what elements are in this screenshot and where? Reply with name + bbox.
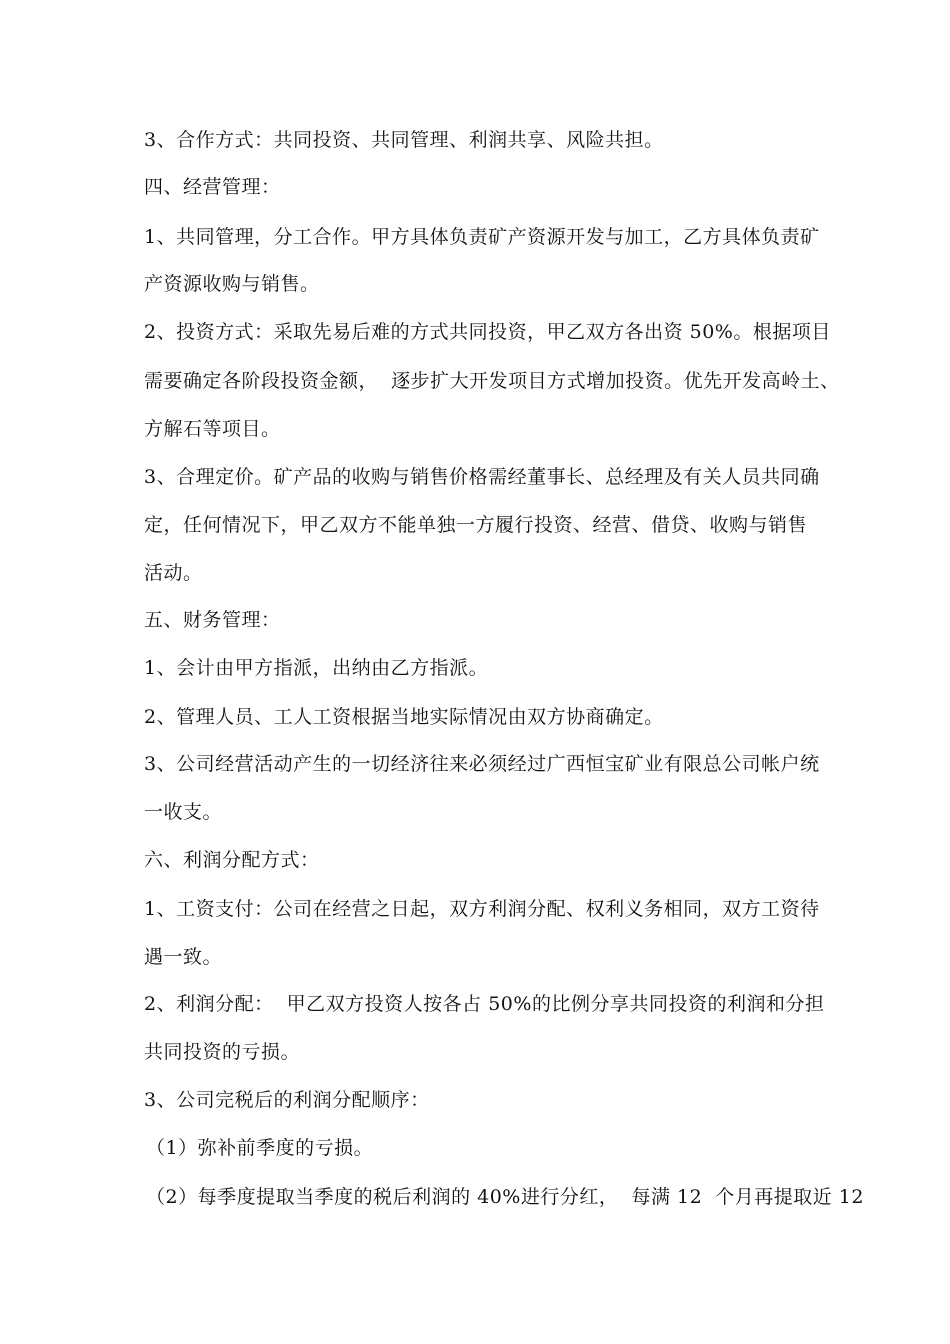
text-line: 3、合理定价。矿产品的收购与销售价格需经董事长、总经理及有关人员共同确 [144, 466, 820, 488]
text-line: 2、利润分配： 甲乙双方投资人按各占 50%的比例分享共同投资的利润和分担 [144, 993, 825, 1015]
text-line: 遇一致。 [144, 946, 223, 968]
text-line: 共同投资的亏损。 [144, 1041, 301, 1063]
section-heading: 五、财务管理： [144, 609, 281, 631]
text-line: 1、会计由甲方指派，出纳由乙方指派。 [144, 657, 489, 679]
text-line: 一收支。 [144, 801, 223, 823]
text-line: 1、共同管理，分工合作。甲方具体负责矿产资源开发与加工，乙方具体负责矿 [144, 226, 820, 248]
text-line: 产资源收购与销售。 [144, 273, 320, 295]
list-item: （1）弥补前季度的亏损。 [146, 1137, 374, 1159]
text-line: 2、管理人员、工人工资根据当地实际情况由双方协商确定。 [144, 706, 664, 728]
text-line: 定，任何情况下，甲乙双方不能单独一方履行投资、经营、借贷、收购与销售 [144, 514, 808, 536]
text-line: 需要确定各阶段投资金额， 逐步扩大开发项目方式增加投资。优先开发高岭土、 [144, 370, 840, 392]
list-item: （2）每季度提取当季度的税后利润的 40%进行分红， 每满 12 个月再提取近 12 [146, 1186, 864, 1208]
text-line: 活动。 [144, 562, 203, 584]
text-line: 3、合作方式：共同投资、共同管理、利润共享、风险共担。 [144, 129, 664, 151]
text-line: 3、公司完税后的利润分配顺序： [144, 1089, 430, 1111]
section-heading: 四、经营管理： [144, 176, 281, 198]
text-line: 2、投资方式：采取先易后难的方式共同投资，甲乙双方各出资 50%。根据项目 [144, 321, 831, 343]
text-line: 1、工资支付：公司在经营之日起，双方利润分配、权利义务相同，双方工资待 [144, 898, 820, 920]
text-line: 方解石等项目。 [144, 418, 281, 440]
section-heading: 六、利润分配方式： [144, 849, 320, 871]
text-line: 3、公司经营活动产生的一切经济往来必须经过广西恒宝矿业有限总公司帐户统 [144, 753, 820, 775]
